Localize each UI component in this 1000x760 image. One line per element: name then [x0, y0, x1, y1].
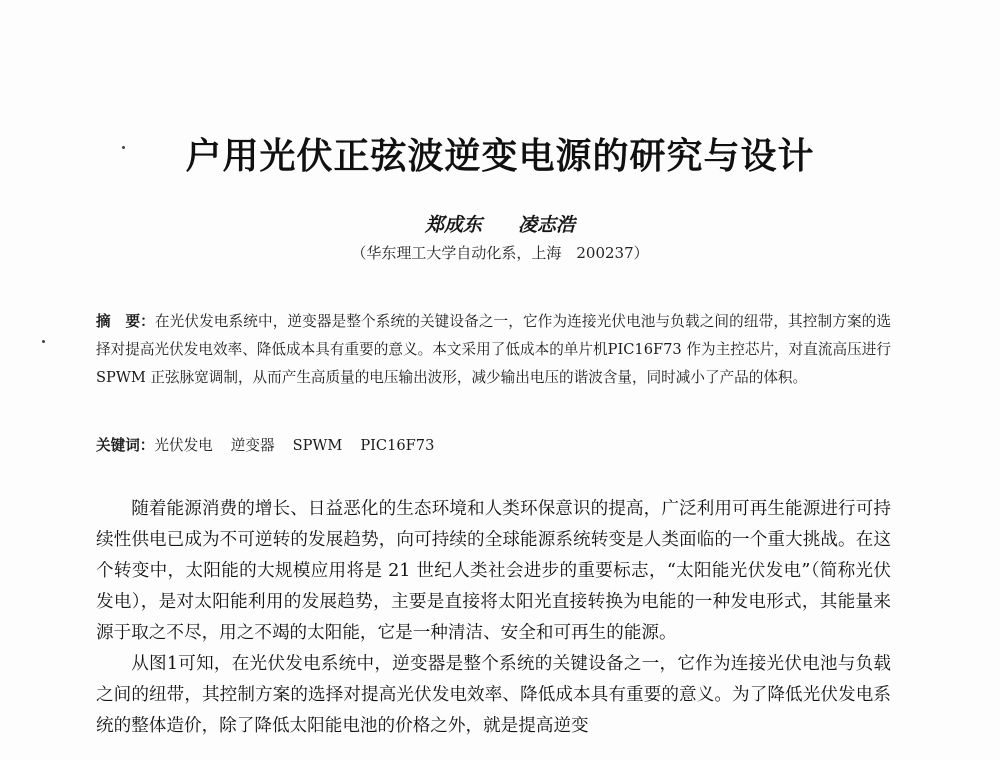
body-text	[96, 494, 891, 742]
scan-speck	[42, 340, 45, 343]
body-paragraph: 从图1可知，在光伏发电系统中，逆变器是整个系统的关键设备之一，它作为连接光伏电池与负载之间的纽带，其控制方案的选择对提高光伏发电效率、降低成本具有重要的意义。为了降低光伏发电系统的整体造价，除了降低太阳能电池的价格之外，就是提高逆变	[96, 654, 891, 736]
abstract-label: 摘 要：	[96, 313, 155, 330]
keyword: 光伏发电	[154, 437, 213, 454]
author-name: 凌志浩	[518, 214, 576, 236]
author-name: 郑成东	[424, 214, 482, 236]
abstract-text: 在光伏发电系统中，逆变器是整个系统的关键设备之一，它作为连接光伏电池与负载之间的纽带，其控制方案的选择对提高光伏发电效率、降低成本具有重要的意义。本文采用了低成本的单片机PIC16F73 作为主控芯片，对直流高压进行 SPWM 正弦脉宽调制，从而产生高质量的电压输出波形，减少输出电压的谐波含量，同时减小了产品的体积。	[96, 313, 891, 386]
author-list	[0, 210, 1000, 237]
keyword: SPWM	[292, 437, 343, 454]
keywords	[96, 434, 891, 455]
body-paragraph: 随着能源消费的增长、日益恶化的生态环境和人类环保意识的提高，广泛利用可再生能源进行可持续性供电已成为不可逆转的发展趋势，向可持续的全球能源系统转变是人类面临的一个重大挑战。在这个转变中，太阳能的大规模应用将是 21 世纪人类社会进步的重要标志，“太阳能光伏发电”（简称光伏发电），是对太阳能利用的发展趋势，主要是直接将太阳光直接转换为电能的一种发电形式，其能量来源于取之不尽，用之不竭的太阳能，它是一种清洁、安全和可再生的能源。	[96, 499, 891, 643]
paper-title: 户用光伏正弦波逆变电源的研究与设计	[185, 136, 815, 177]
keywords-label: 关键词：	[96, 437, 155, 454]
affiliation: （华东理工大学自动化系，上海 200237）	[351, 244, 649, 262]
abstract	[96, 308, 891, 392]
keyword: PIC16F73	[360, 437, 435, 454]
keyword: 逆变器	[230, 437, 275, 454]
